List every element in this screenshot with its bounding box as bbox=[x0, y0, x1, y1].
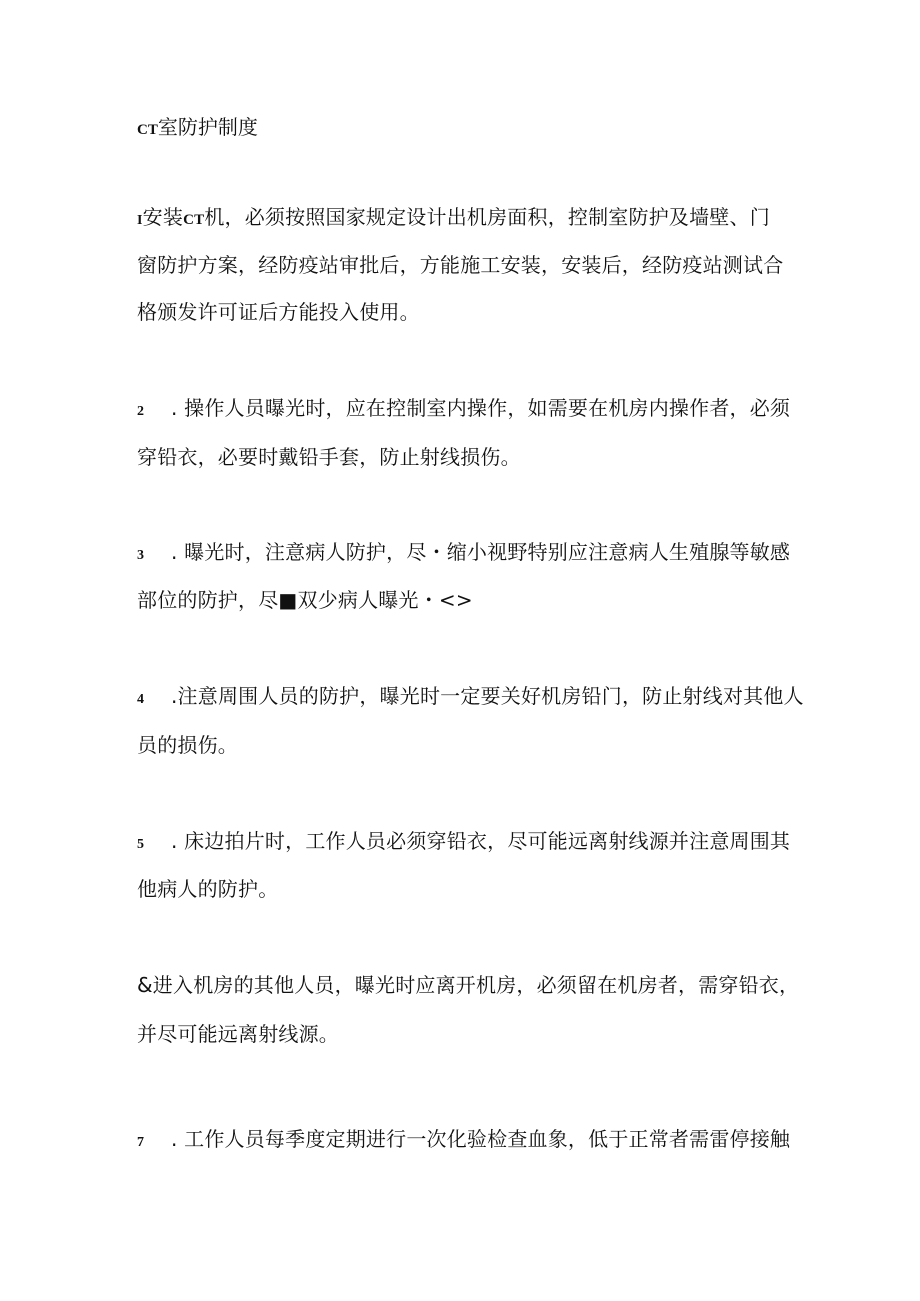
item-7-line-1 bbox=[137, 1124, 790, 1158]
item-1-latin: CT bbox=[183, 212, 205, 228]
item-5-line-1 bbox=[137, 826, 790, 860]
item-5-text: . 床边拍片时，工作人员必须穿铅衣，尽可能远离射线源并注意周围其 bbox=[171, 829, 791, 853]
item-1-text-pre: 安装 bbox=[142, 205, 184, 229]
item-6-text: 进入机房的其他人员，曝光时应离开机房，必须留在机房者，需穿铅衣， bbox=[152, 973, 800, 997]
item-2-line-1 bbox=[137, 393, 790, 427]
item-2-line-2: 穿铅衣，必要时戴铅手套，防止射线损伤。 bbox=[137, 445, 521, 469]
item-1-text-post: 机，必须按照国家规定设计出机房面积，控制室防护及墙壁、门 bbox=[204, 205, 770, 229]
item-6-line-1 bbox=[137, 970, 799, 1000]
item-4-line-2: 员的损伤。 bbox=[137, 733, 238, 757]
item-3-line-2: 部位的防护，尽■双少病人曝光・<> bbox=[137, 588, 473, 612]
item-1-line-2: 窗防护方案，经防疫站审批后，方能施工安装，安装后，经防疫站测试合 bbox=[137, 253, 784, 277]
item-1-line-1 bbox=[137, 202, 770, 236]
item-4-text: .注意周围人员的防护，曝光时一定要关好机房铅门，防止射线对其他人 bbox=[171, 684, 804, 708]
title-latin: CT bbox=[137, 122, 158, 138]
item-1-number: I bbox=[137, 213, 143, 228]
title-text: 室防护制度 bbox=[157, 115, 258, 139]
item-6-number: & bbox=[137, 973, 153, 997]
page-title bbox=[137, 112, 258, 145]
item-7-text: . 工作人员每季度定期进行一次化验检查血象，低于正常者需雷停接触 bbox=[171, 1127, 791, 1151]
item-5-line-2: 他病人的防护。 bbox=[137, 877, 279, 901]
item-3-text: . 曝光时，注意病人防护，尽・缩小视野特别应注意病人生殖腺等敏感 bbox=[171, 540, 791, 564]
item-5-number: 5 bbox=[137, 837, 145, 852]
item-6-line-2: 并尽可能远离射线源。 bbox=[137, 1022, 339, 1046]
item-4-line-1 bbox=[137, 681, 804, 715]
item-3-line-1 bbox=[137, 537, 790, 571]
item-7-number: 7 bbox=[137, 1135, 145, 1150]
item-3-number: 3 bbox=[137, 548, 145, 563]
item-4-number: 4 bbox=[137, 692, 145, 707]
item-2-number: 2 bbox=[137, 404, 145, 419]
item-1-line-3: 格颁发许可证后方能投入使用。 bbox=[137, 300, 420, 324]
item-2-text: . 操作人员曝光时，应在控制室内操作，如需要在机房内操作者，必须 bbox=[171, 396, 791, 420]
